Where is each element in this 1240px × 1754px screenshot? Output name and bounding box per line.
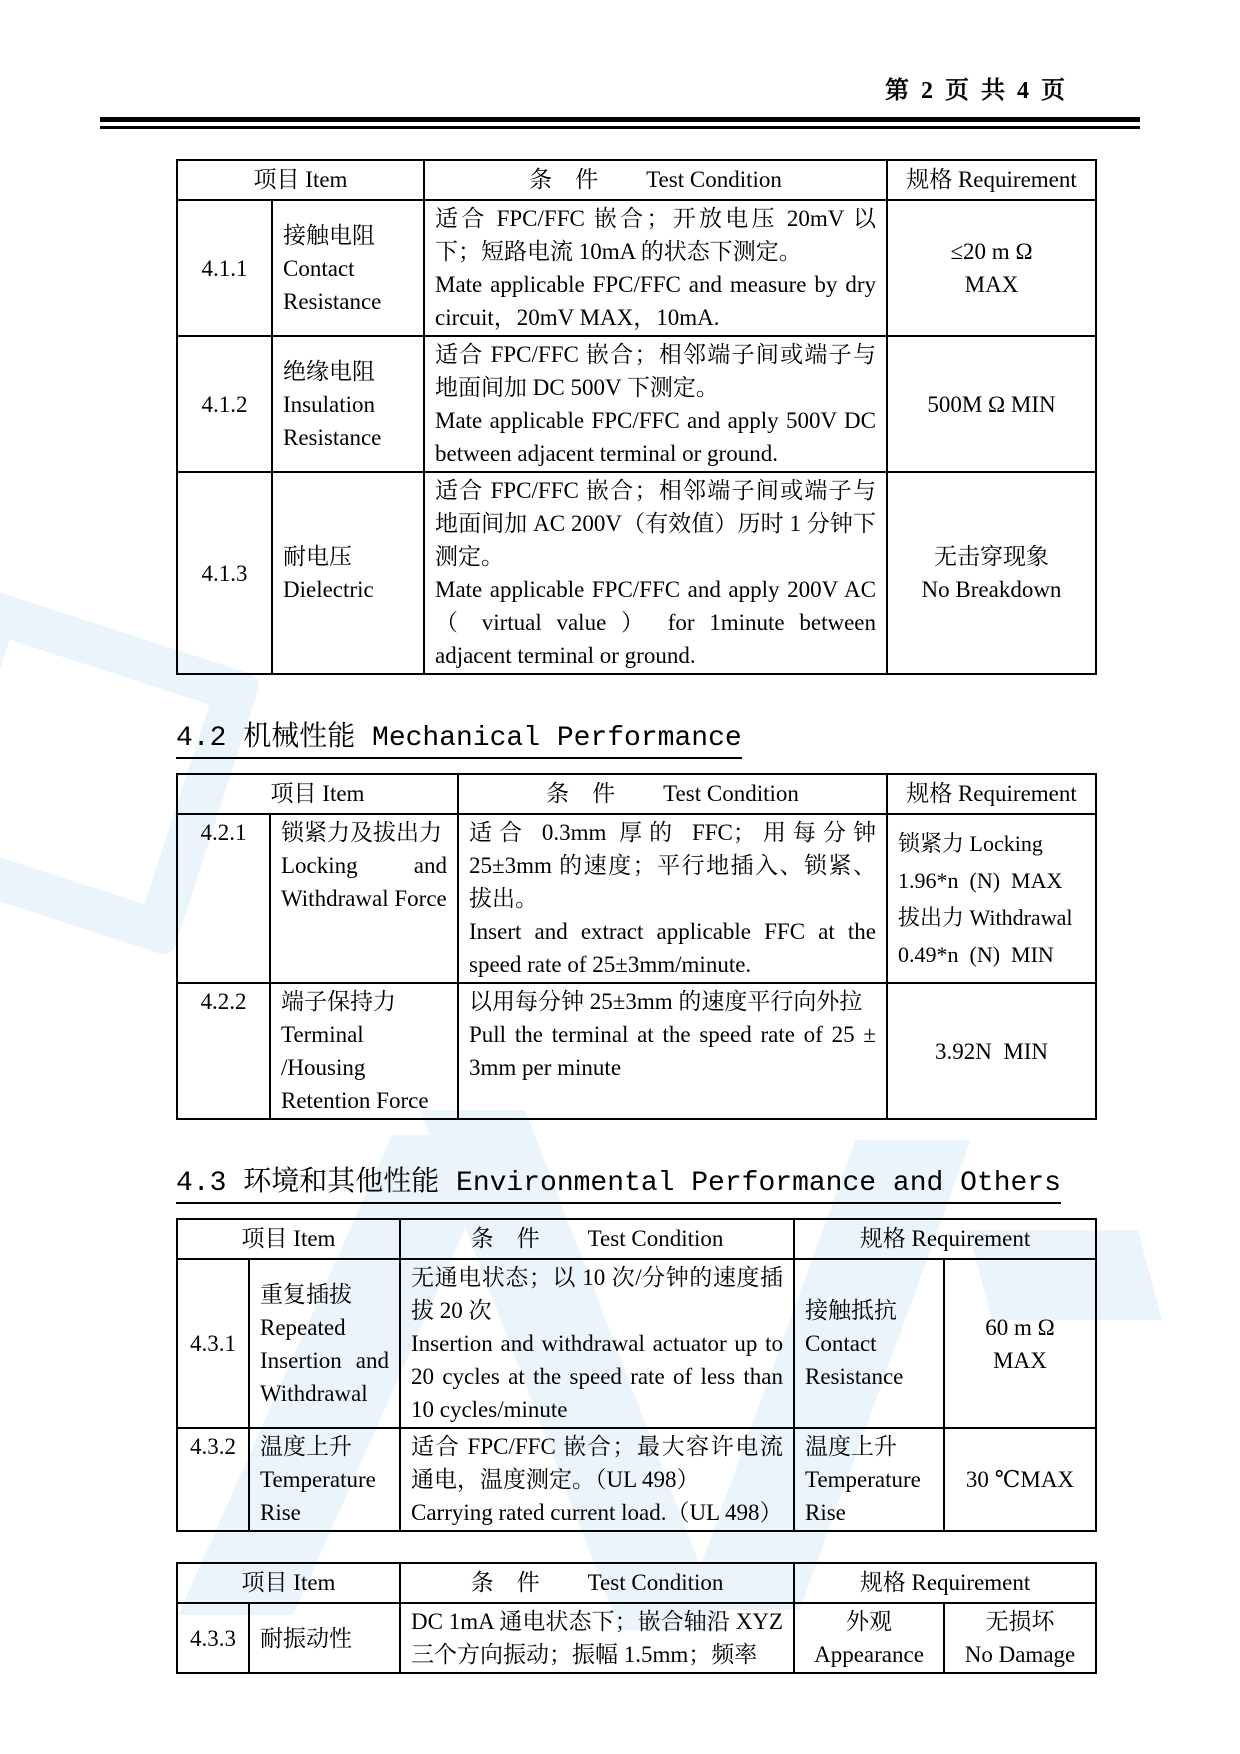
item-name-cell xyxy=(249,1603,400,1673)
requirement-item-zh: 外观 xyxy=(846,1609,892,1634)
requirement-value: 无击穿现象 xyxy=(934,544,1049,569)
item-id-cell: 4.1.1 xyxy=(177,200,272,336)
section-heading-mechanical xyxy=(176,721,1240,757)
condition-zh: 适合 FPC/FFC 嵌合；最大容许电流通电，温度测定。（UL 498） xyxy=(411,1434,783,1492)
requirement-value: 30 ℃MAX xyxy=(965,1467,1075,1492)
requirement-cell xyxy=(887,814,1096,983)
item-name-en: Insulation Resistance xyxy=(283,391,382,450)
condition-zh: 适合 FPC/FFC 嵌合；相邻端子间或端子与地面间加 DC 500V 下测定。 xyxy=(435,342,876,400)
table-row xyxy=(177,472,1096,674)
requirement-item-cell xyxy=(794,1428,944,1531)
requirement-value: No Breakdown xyxy=(921,577,1062,602)
item-name-zh: 绝缘电阻 xyxy=(283,358,375,384)
condition-cell xyxy=(400,1603,794,1673)
requirement-item-en: Appearance xyxy=(814,1642,924,1667)
header-requirement: 规格 Requirement xyxy=(887,160,1096,200)
requirement-value: 3.92N MIN xyxy=(934,1038,1049,1064)
requirement-value: 1.96*n (N) MAX xyxy=(898,867,1063,893)
item-name-en: Dielectric xyxy=(283,577,374,602)
page-number: 第 2 页 共 4 页 xyxy=(885,78,1068,104)
mechanical-performance-table xyxy=(176,773,1097,1120)
section-heading-environmental xyxy=(176,1166,1240,1202)
header-requirement: 规格 Requirement xyxy=(887,774,1096,814)
condition-zh: 无通电状态；以 10 次/分钟的速度插拔 20 次 xyxy=(411,1265,783,1323)
header-condition xyxy=(424,160,887,200)
item-name-cell xyxy=(270,814,458,983)
header-condition-zh: 条 件 xyxy=(470,1226,540,1251)
condition-en: Mate applicable FPC/FFC and measure by dry circuit，20mV MAX，10mA. xyxy=(435,272,876,330)
requirement-value: 拔出力 Withdrawal xyxy=(898,904,1073,930)
header-condition-en: Test Condition xyxy=(587,1570,724,1595)
header-item: 项目 Item xyxy=(177,1563,400,1603)
requirement-item-en: Contact Resistance xyxy=(805,1331,904,1389)
header-condition-zh: 条 件 xyxy=(529,167,599,192)
item-name-cell xyxy=(270,983,458,1119)
header-condition xyxy=(458,774,887,814)
header-condition-en: Test Condition xyxy=(587,1226,724,1251)
requirement-value: MAX xyxy=(993,1347,1047,1373)
requirement-cell xyxy=(887,472,1096,674)
requirement-value-cell xyxy=(944,1428,1096,1531)
item-name-cell xyxy=(249,1259,400,1428)
item-id-cell: 4.3.1 xyxy=(177,1259,249,1428)
condition-zh: 适合 FPC/FFC 嵌合；开放电压 20mV 以下；短路电流 10mA 的状态下测定。 xyxy=(435,206,876,264)
item-name-cell xyxy=(249,1428,400,1531)
requirement-cell xyxy=(887,983,1096,1119)
requirement-value: 60 m Ω xyxy=(985,1314,1055,1340)
table-row xyxy=(177,1259,1096,1428)
item-id-cell: 4.1.2 xyxy=(177,336,272,472)
item-name-cell xyxy=(272,200,424,336)
item-name-en: Temperature Rise xyxy=(260,1467,376,1525)
requirement-value: MAX xyxy=(964,272,1019,297)
condition-cell xyxy=(400,1428,794,1531)
condition-cell xyxy=(458,814,887,983)
item-name-zh: 耐电压 xyxy=(283,544,352,569)
requirement-value: 500M Ω MIN xyxy=(927,391,1056,417)
item-name-zh: 接触电阻 xyxy=(283,222,375,248)
item-name-zh: 温度上升 xyxy=(260,1434,352,1459)
requirement-value-cell xyxy=(944,1603,1096,1673)
table-row xyxy=(177,1603,1096,1673)
requirement-item-zh: 接触抵抗 xyxy=(805,1298,897,1323)
condition-zh: 以用每分钟 25±3mm 的速度平行向外拉 xyxy=(469,989,863,1014)
item-id-cell: 4.1.3 xyxy=(177,472,272,674)
condition-cell xyxy=(424,200,887,336)
requirement-value-cell xyxy=(944,1259,1096,1428)
item-id-cell: 4.3.2 xyxy=(177,1428,249,1531)
table-row xyxy=(177,1428,1096,1531)
table-header-row xyxy=(177,774,1096,814)
header-condition-en: Test Condition xyxy=(646,167,782,192)
item-name-en: Contact Resistance xyxy=(283,255,382,314)
header-item: 项目 Item xyxy=(177,160,424,200)
requirement-cell xyxy=(887,336,1096,472)
item-id-cell: 4.2.1 xyxy=(177,814,270,983)
table-header-row xyxy=(177,160,1096,200)
item-name-zh: 重复插拔 xyxy=(260,1281,352,1307)
item-name-cell xyxy=(272,336,424,472)
item-name-zh: 锁紧力及拔出力 xyxy=(281,820,442,845)
header-requirement: 规格 Requirement xyxy=(794,1563,1096,1603)
condition-en: Insertion and withdrawal actuator up to 20 cycles at the speed rate of less than 10 cycles/minute xyxy=(411,1331,783,1422)
condition-en: Mate applicable FPC/FFC and apply 500V DC between adjacent terminal or ground. xyxy=(435,408,876,466)
requirement-cell xyxy=(887,200,1096,336)
requirement-value: ≤20 m Ω xyxy=(950,239,1033,264)
condition-cell xyxy=(424,336,887,472)
table-row xyxy=(177,814,1096,983)
item-id-cell: 4.3.3 xyxy=(177,1603,249,1673)
item-name-en: Terminal /Housing Retention Force xyxy=(281,1022,429,1113)
header-condition xyxy=(400,1563,794,1603)
requirement-value: 锁紧力 Locking xyxy=(898,830,1043,856)
section-heading-text: 4.3 环境和其他性能 Environmental Performance and Others xyxy=(176,1168,1061,1204)
header-condition-en: Test Condition xyxy=(663,781,799,806)
item-id-cell: 4.2.2 xyxy=(177,983,270,1119)
header-condition-zh: 条 件 xyxy=(546,781,616,806)
header-divider xyxy=(100,117,1140,129)
header-item: 项目 Item xyxy=(177,1219,400,1259)
item-name-cell xyxy=(272,472,424,674)
condition-cell xyxy=(400,1259,794,1428)
condition-zh: 适合 0.3mm 厚的 FFC；用每分钟 25±3mm 的速度；平行地插入、锁紧、拔出。 xyxy=(469,820,876,911)
condition-zh: 适合 FPC/FFC 嵌合；相邻端子间或端子与地面间加 AC 200V（有效值）历时 1 分钟下测定。 xyxy=(435,478,876,569)
section-heading-text: 4.2 机械性能 Mechanical Performance xyxy=(176,723,742,759)
requirement-value-en: No Damage xyxy=(964,1642,1076,1667)
condition-zh: DC 1mA 通电状态下；嵌合轴沿 XYZ 三个方向振动；振幅 1.5mm；频率 xyxy=(411,1609,783,1667)
condition-en: Mate applicable FPC/FFC and apply 200V AC （ virtual value ） for 1minute between adjacent terminal or ground. xyxy=(435,577,876,668)
environmental-performance-table-continued xyxy=(176,1562,1097,1674)
header-condition xyxy=(400,1219,794,1259)
condition-en: Pull the terminal at the speed rate of 25 ± 3mm per minute xyxy=(469,1022,876,1080)
table-header-row xyxy=(177,1563,1096,1603)
condition-en: Insert and extract applicable FFC at the speed rate of 25±3mm/minute. xyxy=(469,919,876,977)
requirement-item-en: Temperature Rise xyxy=(805,1467,921,1525)
table-row xyxy=(177,336,1096,472)
requirement-item-zh: 温度上升 xyxy=(805,1434,897,1459)
requirement-value-zh: 无损坏 xyxy=(985,1609,1055,1634)
table-header-row xyxy=(177,1219,1096,1259)
requirement-item-cell xyxy=(794,1259,944,1428)
condition-cell xyxy=(424,472,887,674)
requirement-item-cell xyxy=(794,1603,944,1673)
table-row xyxy=(177,200,1096,336)
item-name-zh: 耐振动性 xyxy=(260,1625,352,1651)
header-item: 项目 Item xyxy=(177,774,458,814)
requirement-value: 0.49*n (N) MIN xyxy=(898,941,1054,967)
electrical-performance-table xyxy=(176,159,1097,675)
table-row xyxy=(177,983,1096,1119)
condition-en: Carrying rated current load.（UL 498） xyxy=(411,1500,783,1525)
item-name-en: Locking and Withdrawal Force xyxy=(281,853,447,911)
condition-cell xyxy=(458,983,887,1119)
item-name-en: Repeated Insertion and Withdrawal xyxy=(260,1314,389,1406)
item-name-zh: 端子保持力 xyxy=(281,989,396,1014)
header-condition-zh: 条 件 xyxy=(470,1570,540,1595)
environmental-performance-table xyxy=(176,1218,1097,1532)
header-requirement: 规格 Requirement xyxy=(794,1219,1096,1259)
